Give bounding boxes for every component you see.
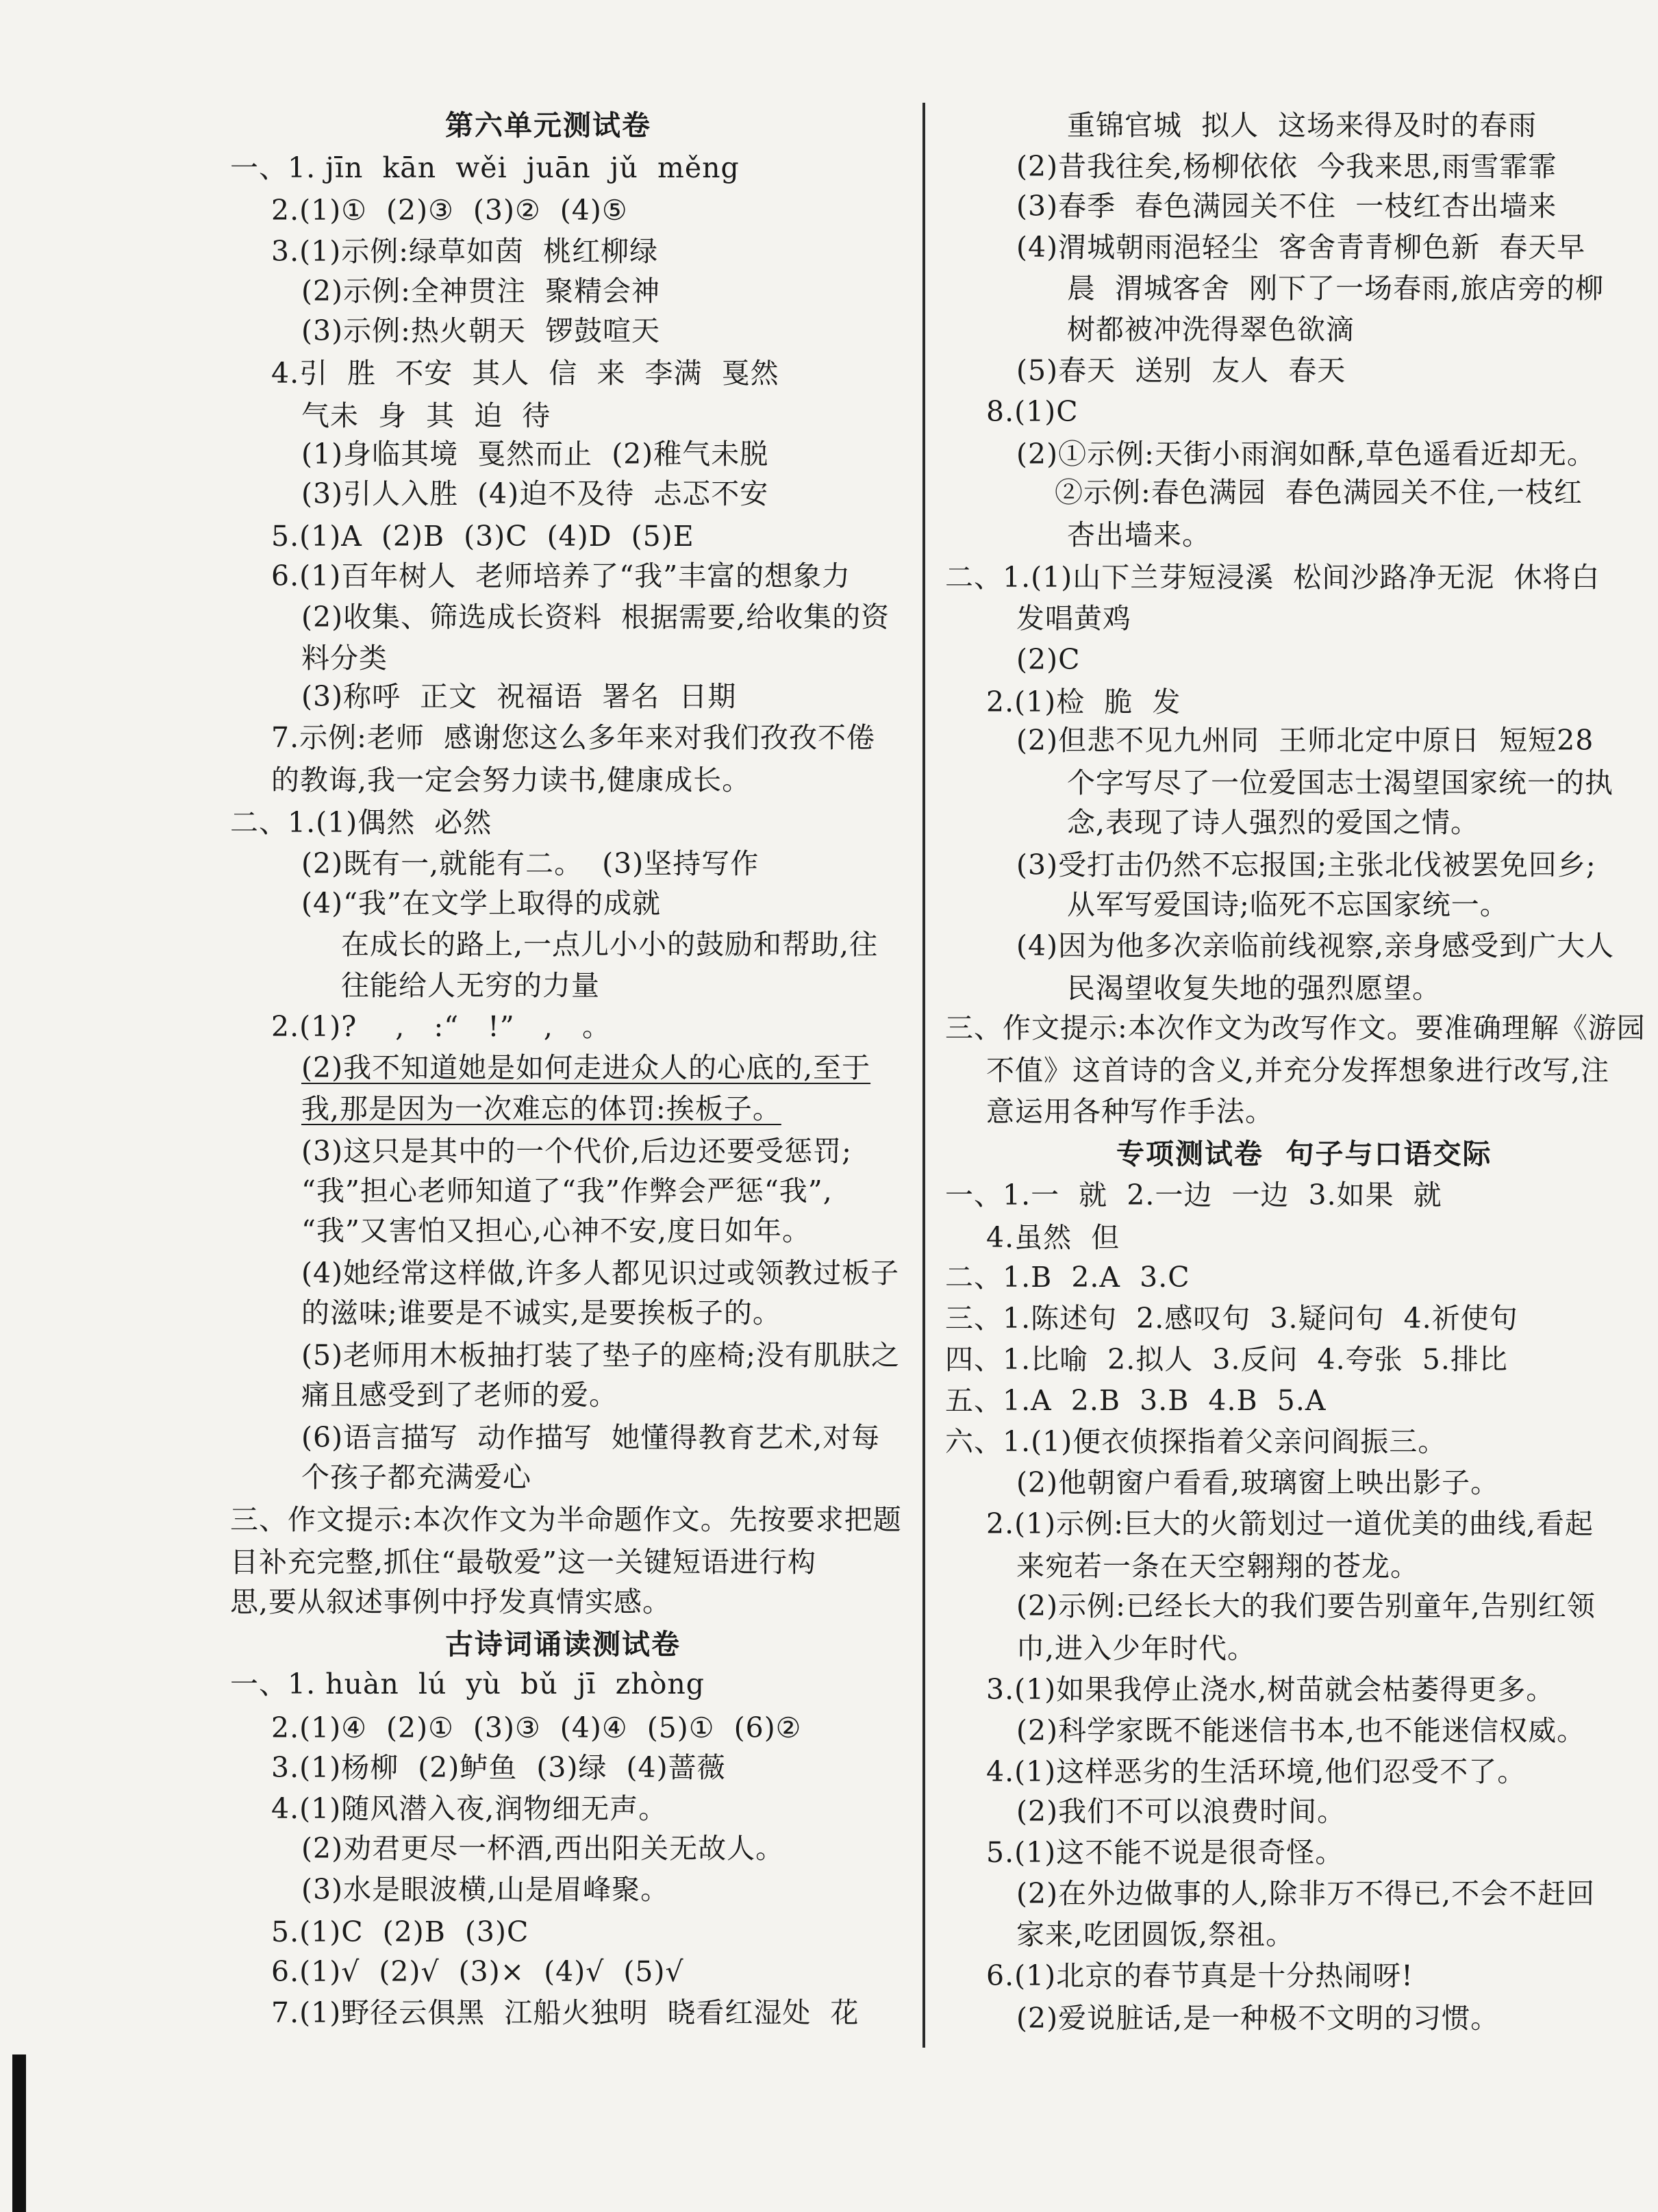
page-edge-shadow <box>12 2054 26 2212</box>
answer-line: 6.(1)百年树人 老师培养了“我”丰富的想象力 <box>271 560 851 592</box>
answer-line: 6.(1)北京的春节真是十分热闹呀! <box>986 1959 1414 1992</box>
answer-line: (2)既有一,就能有二。 (3)坚持写作 <box>301 847 759 880</box>
answer-line: 三、1.陈述句 2.感叹句 3.疑问句 4.祈使句 <box>945 1302 1518 1335</box>
answer-line: 2.(1)检 脆 发 <box>986 686 1181 718</box>
answer-line: 杏出墙来。 <box>1067 518 1211 551</box>
answer-line: (2)C <box>1016 643 1081 676</box>
answer-line: 2.(1)? , :“ !” , 。 <box>271 1010 611 1043</box>
answer-line: (2)示例:已经长大的我们要告别童年,告别红领 <box>1016 1589 1596 1622</box>
answer-line: 2.(1)④ (2)① (3)③ (4)④ (5)① (6)② <box>271 1711 802 1744</box>
answer-line: (5)老师用木板抽打装了垫子的座椅;没有肌肤之 <box>301 1339 900 1372</box>
answer-line: 发唱黄鸡 <box>1016 602 1131 635</box>
answer-line: 我,那是因为一次难忘的体罚:挨板子。 <box>301 1092 781 1125</box>
answer-line: (3)水是眼波横,山是眉峰聚。 <box>301 1873 670 1906</box>
answer-line: 个字写尽了一位爱国志士渴望国家统一的执 <box>1067 766 1613 799</box>
answer-line: (2)他朝窗户看看,玻璃窗上映出影子。 <box>1016 1466 1500 1499</box>
answer-line: 六、1.(1)便衣侦探指着父亲问阎振三。 <box>945 1425 1447 1458</box>
answer-line: 晨 渭城客舍 刚下了一场春雨,旅店旁的柳 <box>1067 272 1605 305</box>
answer-line: (3)受打击仍然不忘报国;主张北伐被罢免回乡; <box>1016 849 1596 881</box>
answer-line: (6)语言描写 动作描写 她懂得教育艺术,对每 <box>301 1421 881 1454</box>
answer-line: 3.(1)示例:绿草如茵 桃红柳绿 <box>271 235 659 268</box>
answer-line: 二、1.(1)山下兰芽短浸溪 松间沙路净无泥 休将白 <box>945 561 1600 594</box>
answer-line: (2)收集、筛选成长资料 根据需要,给收集的资 <box>301 601 890 633</box>
answer-line: (3)示例:热火朝天 锣鼓喧天 <box>301 314 660 347</box>
answer-line: (3)这只是其中的一个代价,后边还要受惩罚; <box>301 1135 852 1168</box>
answer-line: 往能给人无穷的力量 <box>341 969 600 1002</box>
answer-line: 从军写爱国诗;临死不忘国家统一。 <box>1067 888 1509 921</box>
answer-line: 痛且感受到了老师的爱。 <box>301 1379 618 1411</box>
answer-line: 的教诲,我一定会努力读书,健康成长。 <box>271 764 751 796</box>
answer-line: 5.(1)C (2)B (3)C <box>271 1915 529 1948</box>
answer-line: 2.(1)① (2)③ (3)② (4)⑤ <box>271 194 628 227</box>
answer-line: (2)在外边做事的人,除非万不得已,不会不赶回 <box>1016 1877 1596 1910</box>
answer-line: 4.引 胜 不安 其人 信 来 李满 戛然 <box>271 357 779 390</box>
answer-line: 3.(1)如果我停止浇水,树苗就会枯萎得更多。 <box>986 1673 1555 1706</box>
answer-line: “我”担心老师知道了“我”作弊会严惩“我”, <box>301 1174 833 1207</box>
answer-line: 一、1.一 就 2.一边 一边 3.如果 就 <box>945 1179 1442 1211</box>
answer-line: 在成长的路上,一点儿小小的鼓励和帮助,往 <box>341 928 879 961</box>
answer-line: 二、1.(1)偶然 必然 <box>230 806 492 839</box>
answer-line: 5.(1)这不能不说是很奇怪。 <box>986 1836 1344 1869</box>
answer-line: 8.(1)C <box>986 395 1079 428</box>
answer-line: 不值》这首诗的含义,并充分发挥想象进行改写,注 <box>986 1054 1610 1087</box>
answer-line: 7.(1)野径云俱黑 江船火独明 晓看红湿处 花 <box>271 1996 859 2029</box>
answer-line: 二、1.B 2.A 3.C <box>945 1261 1190 1294</box>
answer-line: 四、1.比喻 2.拟人 3.反问 4.夸张 5.排比 <box>945 1343 1508 1376</box>
section-title: 第六单元测试卷 <box>445 109 651 142</box>
answer-line: 个孩子都充满爱心 <box>301 1461 531 1494</box>
answer-line: 料分类 <box>301 642 388 675</box>
answer-line: (2)我们不可以浪费时间。 <box>1016 1795 1346 1828</box>
answer-line: (2)我不知道她是如何走进众人的心底的,至于 <box>301 1051 871 1084</box>
answer-line: (4)渭城朝雨浥轻尘 客舍青青柳色新 春天早 <box>1016 231 1586 264</box>
answer-line: 3.(1)杨柳 (2)鲈鱼 (3)绿 (4)蔷薇 <box>271 1751 726 1784</box>
answer-line: 一、1. huàn lú yù bǔ jī zhòng <box>230 1668 705 1700</box>
answer-line: 5.(1)A (2)B (3)C (4)D (5)E <box>271 520 694 553</box>
answer-line: (3)称呼 正文 祝福语 署名 日期 <box>301 680 737 713</box>
answer-line: (4)她经常这样做,许多人都见识过或领教过板子 <box>301 1257 900 1290</box>
answer-line: 2.(1)示例:巨大的火箭划过一道优美的曲线,看起 <box>986 1507 1594 1540</box>
answer-line: (2)爱说脏话,是一种极不文明的习惯。 <box>1016 2002 1500 2035</box>
answer-line: ②示例:春色满园 春色满园关不住,一枝红 <box>1055 476 1583 509</box>
answer-line: (3)春季 春色满园关不住 一枝红杏出墙来 <box>1016 190 1557 223</box>
answer-line: 三、作文提示:本次作文为半命题作文。先按要求把题 <box>230 1503 902 1536</box>
answer-line: (4)因为他多次亲临前线视察,亲身感受到广大人 <box>1016 929 1615 962</box>
answer-line: 4.虽然 但 <box>986 1221 1120 1254</box>
answer-line: 的滋味;谁要是不诚实,是要挨板子的。 <box>301 1296 781 1329</box>
answer-line: 三、作文提示:本次作文为改写作文。要准确理解《游园 <box>945 1011 1646 1044</box>
answer-line: (3)引人入胜 (4)迫不及待 忐忑不安 <box>301 477 769 510</box>
answer-line: 巾,进入少年时代。 <box>1016 1632 1257 1665</box>
answer-line: 4.(1)这样恶劣的生活环境,他们忍受不了。 <box>986 1755 1527 1788</box>
answer-line: 来宛若一条在天空翱翔的苍龙。 <box>1016 1550 1419 1583</box>
answer-line: (2)但悲不见九州同 王师北定中原日 短短28 <box>1016 724 1594 757</box>
answer-line: 思,要从叙述事例中抒发真情实感。 <box>230 1585 672 1618</box>
answer-line: 7.示例:老师 感谢您这么多年来对我们孜孜不倦 <box>271 721 875 754</box>
answer-line: 气未 身 其 迫 待 <box>301 399 551 432</box>
answer-line: 家来,吃团圆饭,祭祖。 <box>1016 1918 1295 1951</box>
section-title: 专项测试卷 句子与口语交际 <box>1116 1138 1492 1170</box>
answer-line: (4)“我”在文学上取得的成就 <box>301 887 661 920</box>
column-divider <box>922 103 925 2048</box>
answer-line: 6.(1)√ (2)√ (3)× (4)√ (5)√ <box>271 1955 684 1988</box>
answer-line: 一、1. jīn kān wěi juān jǔ měng <box>230 151 740 184</box>
answer-line: 树都被冲洗得翠色欲滴 <box>1067 313 1355 346</box>
answer-line: 目补充完整,抓住“最敬爱”这一关键短语进行构 <box>230 1546 816 1579</box>
answer-line: 五、1.A 2.B 3.B 4.B 5.A <box>945 1384 1327 1417</box>
answer-line: 4.(1)随风潜入夜,润物细无声。 <box>271 1792 668 1825</box>
answer-line: 民渴望收复失地的强烈愿望。 <box>1067 972 1441 1005</box>
answer-line: (1)身临其境 戛然而止 (2)稚气未脱 <box>301 438 769 470</box>
answer-line: (2)昔我往矣,杨柳依依 今我来思,雨雪霏霏 <box>1016 150 1557 183</box>
answer-line: 念,表现了诗人强烈的爱国之情。 <box>1067 806 1480 839</box>
answer-line: (5)春天 送别 友人 春天 <box>1016 354 1346 387</box>
answer-line: (2)示例:全神贯注 聚精会神 <box>301 275 660 307</box>
answer-line: 重锦官城 拟人 这场来得及时的春雨 <box>1067 109 1537 142</box>
answer-line: (2)劝君更尽一杯酒,西出阳关无故人。 <box>301 1832 785 1865</box>
section-title: 古诗词诵读测试卷 <box>445 1628 681 1661</box>
answer-line: “我”又害怕又担心,心神不安,度日如年。 <box>301 1214 811 1247</box>
answer-line: 意运用各种写作手法。 <box>986 1095 1274 1128</box>
answer-line: (2)①示例:天街小雨润如酥,草色遥看近却无。 <box>1016 438 1596 470</box>
answer-line: (2)科学家既不能迷信书本,也不能迷信权威。 <box>1016 1714 1586 1747</box>
